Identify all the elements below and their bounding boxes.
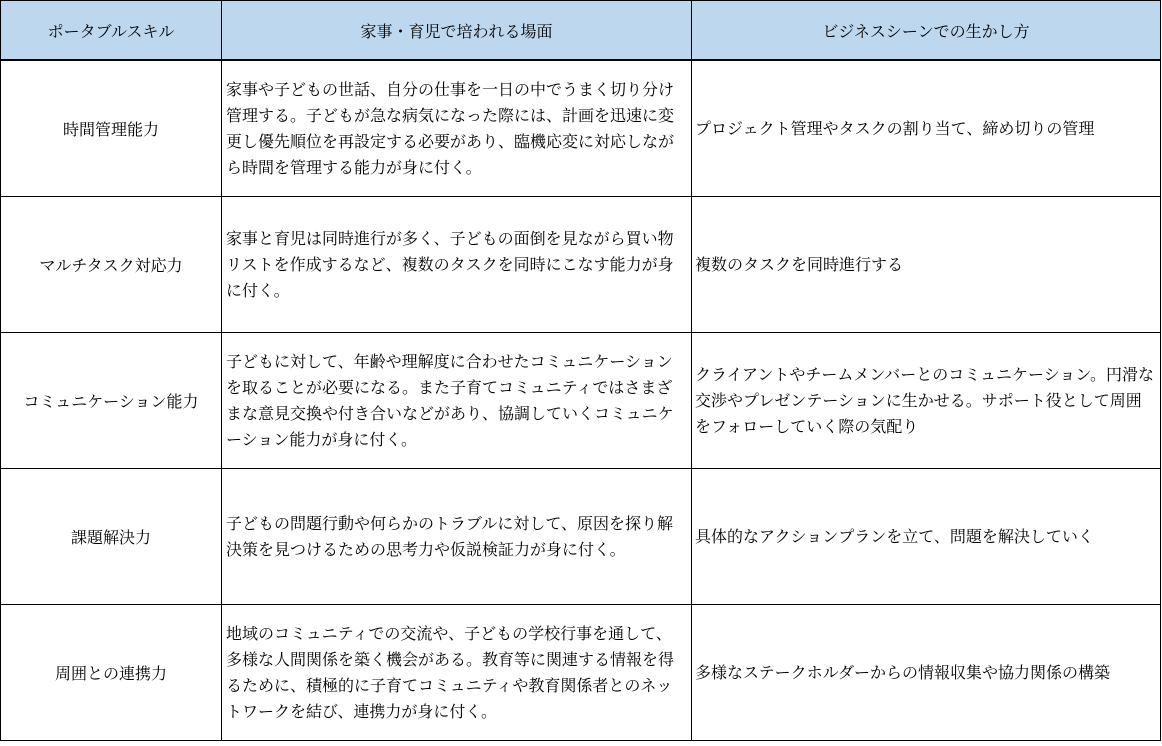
header-row bbox=[1, 1, 1161, 61]
scene-cell[interactable]: 家事と育児は同時進行が多く、子どもの面倒を見ながら買い物リストを作成するなど、複数のタスクを同時にこなす能力が身に付く。 bbox=[222, 197, 692, 333]
table-row bbox=[1, 197, 1161, 333]
table-row bbox=[1, 605, 1161, 741]
skill-cell[interactable]: マルチタスク対応力 bbox=[1, 197, 222, 333]
business-cell[interactable]: 具体的なアクションプランを立て、問題を解決していく bbox=[692, 469, 1161, 605]
table-row bbox=[1, 60, 1161, 197]
scene-cell[interactable]: 子どもに対して、年齢や理解度に合わせたコミュニケーションを取ることが必要になる。また子育てコミュニティではさまざまな意見交換や付き合いなどがあり、協調していくコミュニケーション能力が身に付く。 bbox=[222, 333, 692, 469]
business-cell[interactable]: クライアントやチームメンバーとのコミュニケーション。円滑な交渉やプレゼンテーションに生かせる。サポート役として周囲をフォローしていく際の気配り bbox=[692, 333, 1161, 469]
business-cell[interactable]: プロジェクト管理やタスクの割り当て、締め切りの管理 bbox=[692, 60, 1161, 197]
skill-cell[interactable]: 課題解決力 bbox=[1, 469, 222, 605]
skill-cell[interactable]: 時間管理能力 bbox=[1, 60, 222, 197]
table-row bbox=[1, 469, 1161, 605]
header-business-use[interactable]: ビジネスシーンでの生かし方 bbox=[692, 1, 1161, 61]
scene-cell[interactable]: 子どもの問題行動や何らかのトラブルに対して、原因を探り解決策を見つけるための思考力や仮説検証力が身に付く。 bbox=[222, 469, 692, 605]
header-portable-skill[interactable]: ポータブルスキル bbox=[1, 1, 222, 61]
business-cell[interactable]: 多様なステークホルダーからの情報収集や協力関係の構築 bbox=[692, 605, 1161, 741]
scene-cell[interactable]: 家事や子どもの世話、自分の仕事を一日の中でうまく切り分け管理する。子どもが急な病気になった際には、計画を迅速に変更し優先順位を再設定する必要があり、臨機応変に対応しながら時間を管理する能力が身に付く。 bbox=[222, 60, 692, 197]
header-housework-scene[interactable]: 家事・育児で培われる場面 bbox=[222, 1, 692, 61]
scene-cell[interactable]: 地域のコミュニティでの交流や、子どもの学校行事を通して、多様な人間関係を築く機会がある。教育等に関連する情報を得るために、積極的に子育てコミュニティや教育関係者とのネットワークを結び、連携力が身に付く。 bbox=[222, 605, 692, 741]
business-cell[interactable]: 複数のタスクを同時進行する bbox=[692, 197, 1161, 333]
skill-cell[interactable]: コミュニケーション能力 bbox=[1, 333, 222, 469]
skill-cell[interactable]: 周囲との連携力 bbox=[1, 605, 222, 741]
table-row bbox=[1, 333, 1161, 469]
